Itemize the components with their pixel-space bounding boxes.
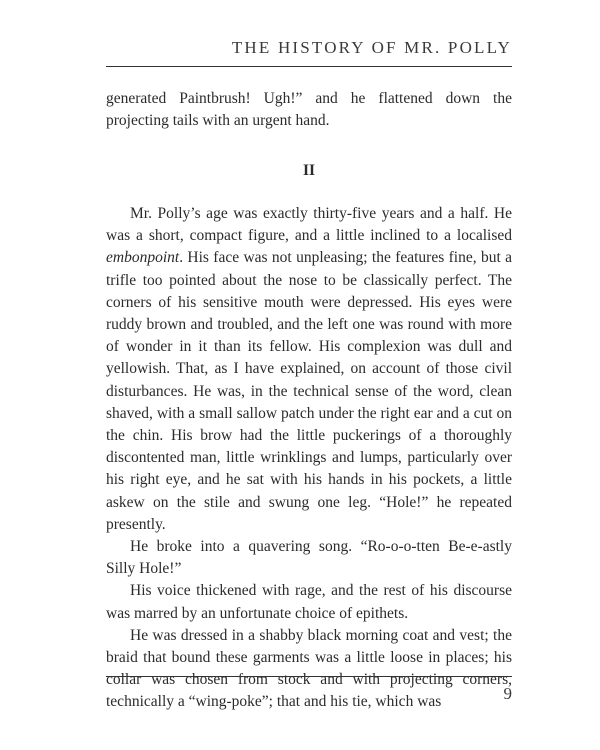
paragraph-4: He was dressed in a shabby black morning coat and vest; the braid that bound these garments was a little loose in places; his collar was chosen from stock and with projecting corners, technically a “wing-poke”; that and his tie, which was — [106, 626, 512, 711]
header-rule — [106, 66, 512, 67]
page-number: 9 — [503, 684, 512, 703]
paragraph-1-part-b: . His face was not unpleasing; the features fine, but a trifle too pointed about the nose to be classically perfect. The corners of his sensitive mouth were depressed. His eyes were ruddy brown and troubled, and the left one was round with more of wonder in it than its fellow. His complexion was dull and yellowish. That, as I have explained, on account of those civil disturbances. He was, in the technical sense of the word, clean shaved, with a small sallow patch under the right ear and a cut on the chin. His brow had the little puckerings of a thoroughly discontented man, little wrinklings and lumps, particularly over his right eye, and he sat with his hands in his pockets, a little askew on the stile and swung one leg. “Hole!” he repeated presently. — [106, 249, 512, 533]
paragraph-1-part-a: Mr. Polly’s age was exactly thirty-five years and a half. He was a short, compact figure, and a little inclined to a localised — [106, 205, 512, 245]
continuation-paragraph: generated Paintbrush! Ugh!” and he flattened down the projecting tails with an urgent hand. — [106, 90, 512, 130]
paragraph-3: His voice thickened with rage, and the rest of his discourse was marred by an unfortunate choice of epithets. — [106, 582, 512, 622]
paragraph-1 — [106, 203, 512, 536]
section-number: II — [302, 162, 316, 179]
section-body — [106, 203, 512, 714]
paragraph-2: He broke into a quavering song. “Ro-o-o-tten Be-e-astly Silly Hole!” — [106, 538, 512, 578]
continuation-text-block — [106, 88, 512, 132]
footer-rule — [106, 676, 512, 677]
running-title: THE HISTORY OF MR. POLLY — [231, 38, 512, 57]
emphasis-embonpoint: embonpoint — [106, 249, 180, 267]
